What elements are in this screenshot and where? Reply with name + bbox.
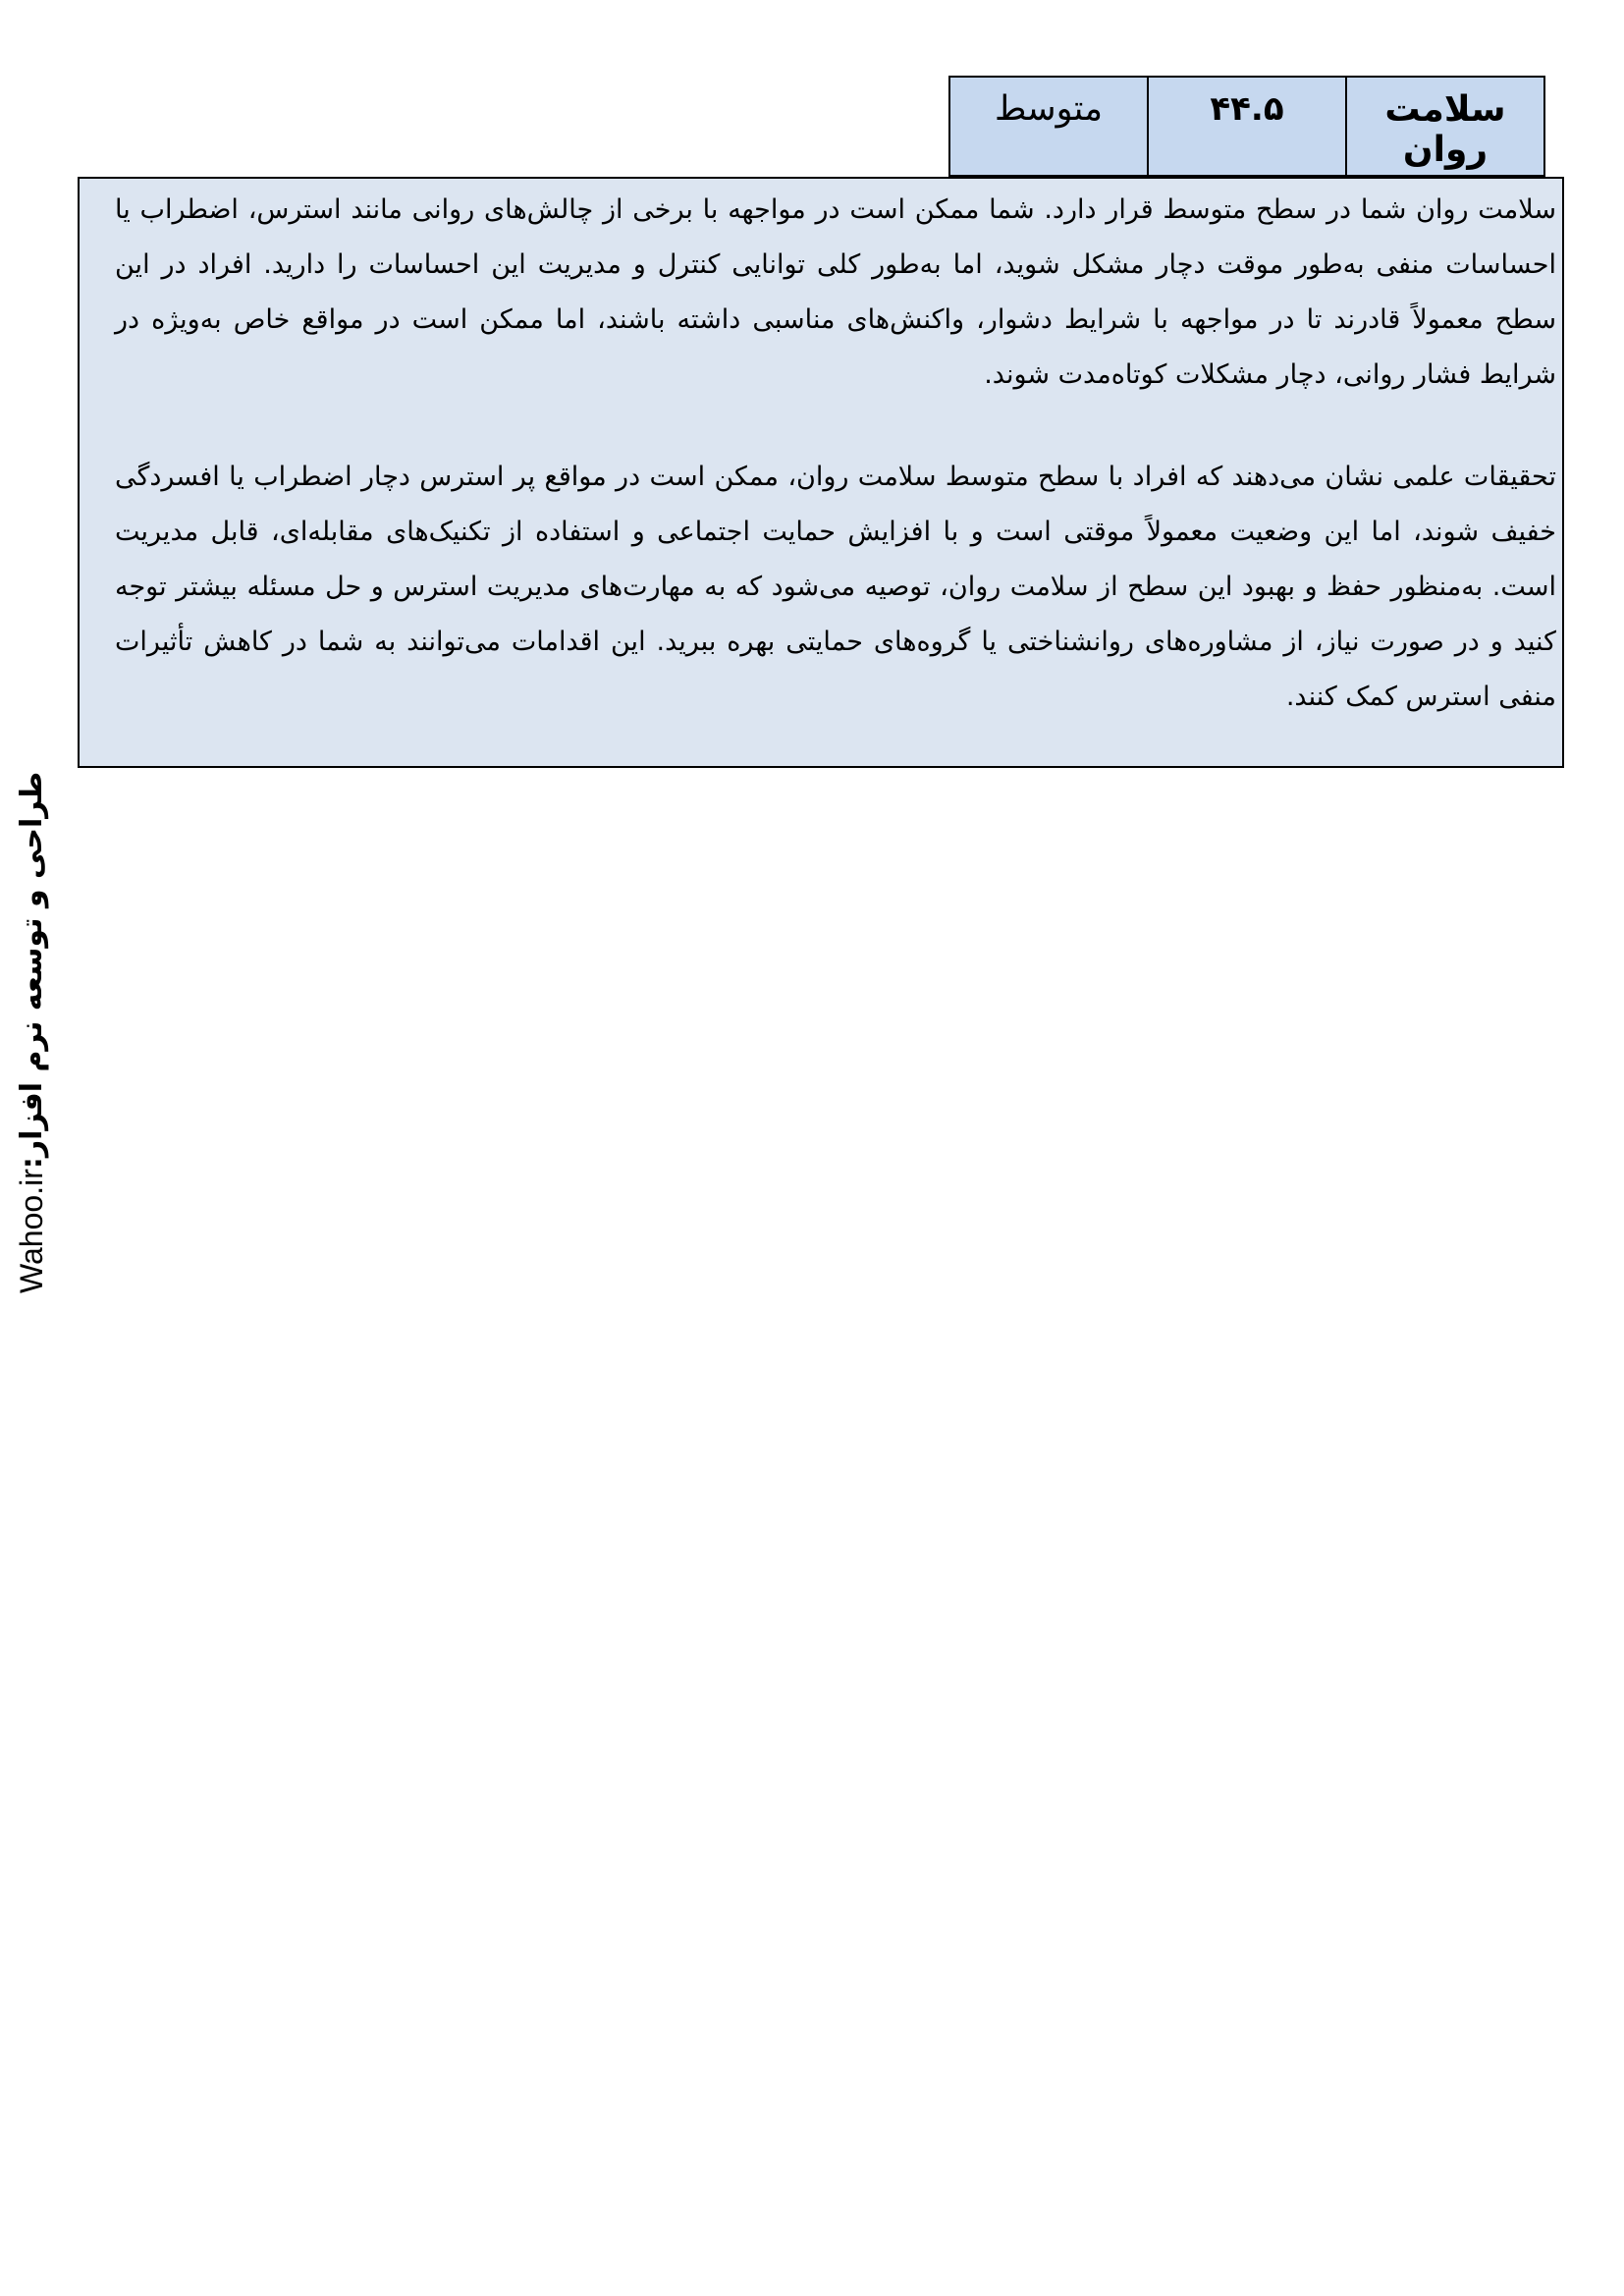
score-table <box>948 76 1545 177</box>
credit-site: Wahoo.ir <box>13 1169 49 1293</box>
score-row <box>949 77 1544 176</box>
level-cell: متوسط <box>949 77 1148 176</box>
score-cell: ۴۴.۵ <box>1148 77 1346 176</box>
credit-label: طراحی و توسعه نرم افزار: <box>14 771 49 1170</box>
side-credit <box>8 771 55 1293</box>
description-paragraph-1: سلامت روان شما در سطح متوسط قرار دارد. شما ممکن است در مواجهه با برخی از چالش‌های روانی مانند استرس، اضطراب یا احساسات منفی به‌طور موقت دچار مشکل شوید، اما به‌طور کلی توانایی کنترل و مدیریت این احساسات را دارید. افراد در این سطح معمولاً قادرند تا در مواجهه با شرایط دشوار، واکنش‌های مناسبی داشته باشند، اما ممکن است در مواقع خاص به‌ویژه در شرایط فشار روانی، دچار مشکلات کوتاه‌مدت شوند. <box>115 194 1556 390</box>
description-paragraph-2: تحقیقات علمی نشان می‌دهند که افراد با سطح متوسط سلامت روان، ممکن است در مواقع پر استرس دچار اضطراب یا افسردگی خفیف شوند، اما این وضعیت معمولاً موقتی است و با افزایش حمایت اجتماعی و استفاده از تکنیک‌های مقابله‌ای، قابل مدیریت است. به‌منظور حفظ و بهبود این سطح از سلامت روان، توصیه می‌شود که به مهارت‌های مدیریت استرس و حل مسئله بیشتر توجه کنید و در صورت نیاز، از مشاوره‌های روانشناختی یا گروه‌های حمایتی بهره ببرید. این اقدامات می‌توانند به شما در کاهش تأثیرات منفی استرس کمک کنند. <box>115 462 1556 712</box>
description-box <box>78 177 1564 768</box>
category-cell: سلامت روان <box>1346 77 1544 176</box>
